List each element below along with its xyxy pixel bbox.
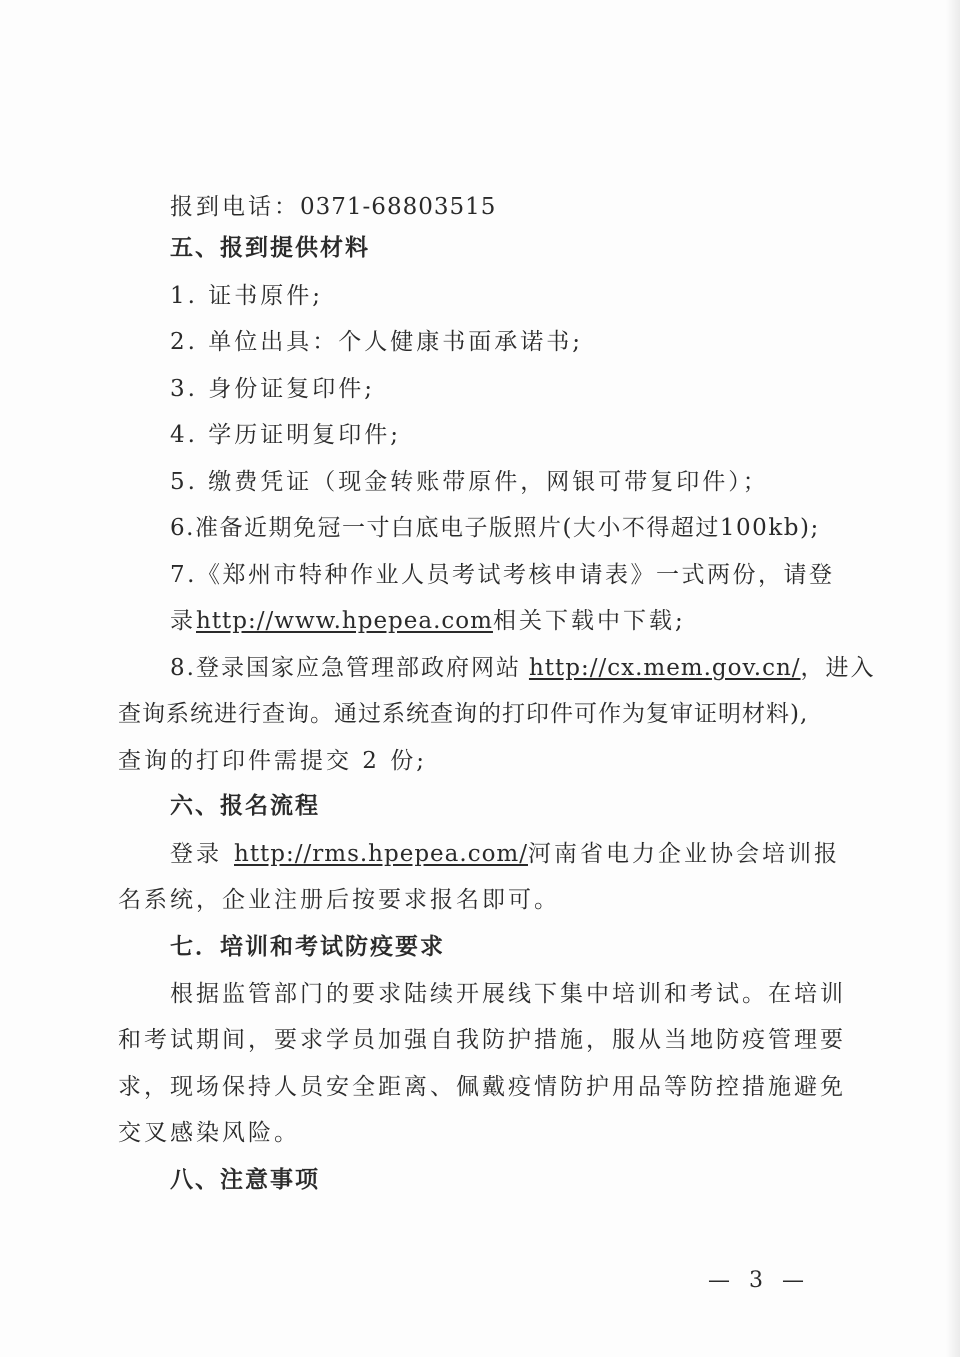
material-item-8-line2: 查询系统进行查询。通过系统查询的打印件可作为复审证明材料), <box>118 701 809 727</box>
material-item-4: 4. 学历证明复印件; <box>170 422 402 448</box>
item8-suffix: ，进入 <box>800 655 876 681</box>
section6-prefix: 登录 <box>170 841 222 867</box>
material-item-1: 1. 证书原件; <box>170 283 324 309</box>
section6-heading: 六、报名流程 <box>170 793 320 819</box>
material-item-7-line2 <box>170 606 686 636</box>
material-item-8-line3: 查询的打印件需提交 2 份; <box>118 748 428 774</box>
hpepea-download-link[interactable]: http://www.hpepea.com <box>196 608 493 634</box>
material-item-5: 5. 缴费凭证（现金转账带原件，网银可带复印件）； <box>170 469 769 495</box>
section8-heading: 八、注意事项 <box>170 1167 320 1193</box>
section7-line2: 和考试期间，要求学员加强自我防护措施，服从当地防疫管理要 <box>118 1027 846 1053</box>
section7-line4: 交叉感染风险。 <box>118 1120 300 1146</box>
rms-registration-link[interactable]: http://rms.hpepea.com/ <box>234 841 528 867</box>
phone-line <box>170 192 496 222</box>
phone-number: 0371-68803515 <box>300 194 497 220</box>
material-item-6: 6.准备近期免冠一寸白底电子版照片(大小不得超过100kb); <box>170 515 820 541</box>
section5-heading: 五、报到提供材料 <box>170 235 370 261</box>
material-item-8-line1 <box>170 653 876 683</box>
item7-prefix: 录 <box>170 608 196 634</box>
section6-line1 <box>170 839 840 869</box>
item7-suffix: 相关下载中下载; <box>492 608 686 634</box>
section7-heading: 七．培训和考试防疫要求 <box>170 934 445 960</box>
section6-line2: 名系统，企业注册后按要求报名即可。 <box>118 887 560 913</box>
item8-prefix: 8.登录国家应急管理部政府网站 <box>170 655 521 681</box>
mem-query-link[interactable]: http://cx.mem.gov.cn/ <box>528 655 801 681</box>
phone-label: 报到电话： <box>170 194 300 220</box>
page-number: — 3 — <box>708 1268 810 1293</box>
material-item-3: 3. 身份证复印件; <box>170 376 376 402</box>
section7-line3: 求，现场保持人员安全距离、佩戴疫情防护用品等防控措施避免 <box>118 1074 846 1100</box>
material-item-7-line1: 7.《郑州市特种作业人员考试考核申请表》一式两份，请登 <box>170 562 835 588</box>
section6-suffix: 河南省电力企业协会培训报 <box>527 841 840 867</box>
material-item-2: 2. 单位出具：个人健康书面承诺书; <box>170 329 584 355</box>
section7-line1: 根据监管部门的要求陆续开展线下集中培训和考试。在培训 <box>170 981 846 1007</box>
scan-edge-shadow <box>946 0 960 1357</box>
